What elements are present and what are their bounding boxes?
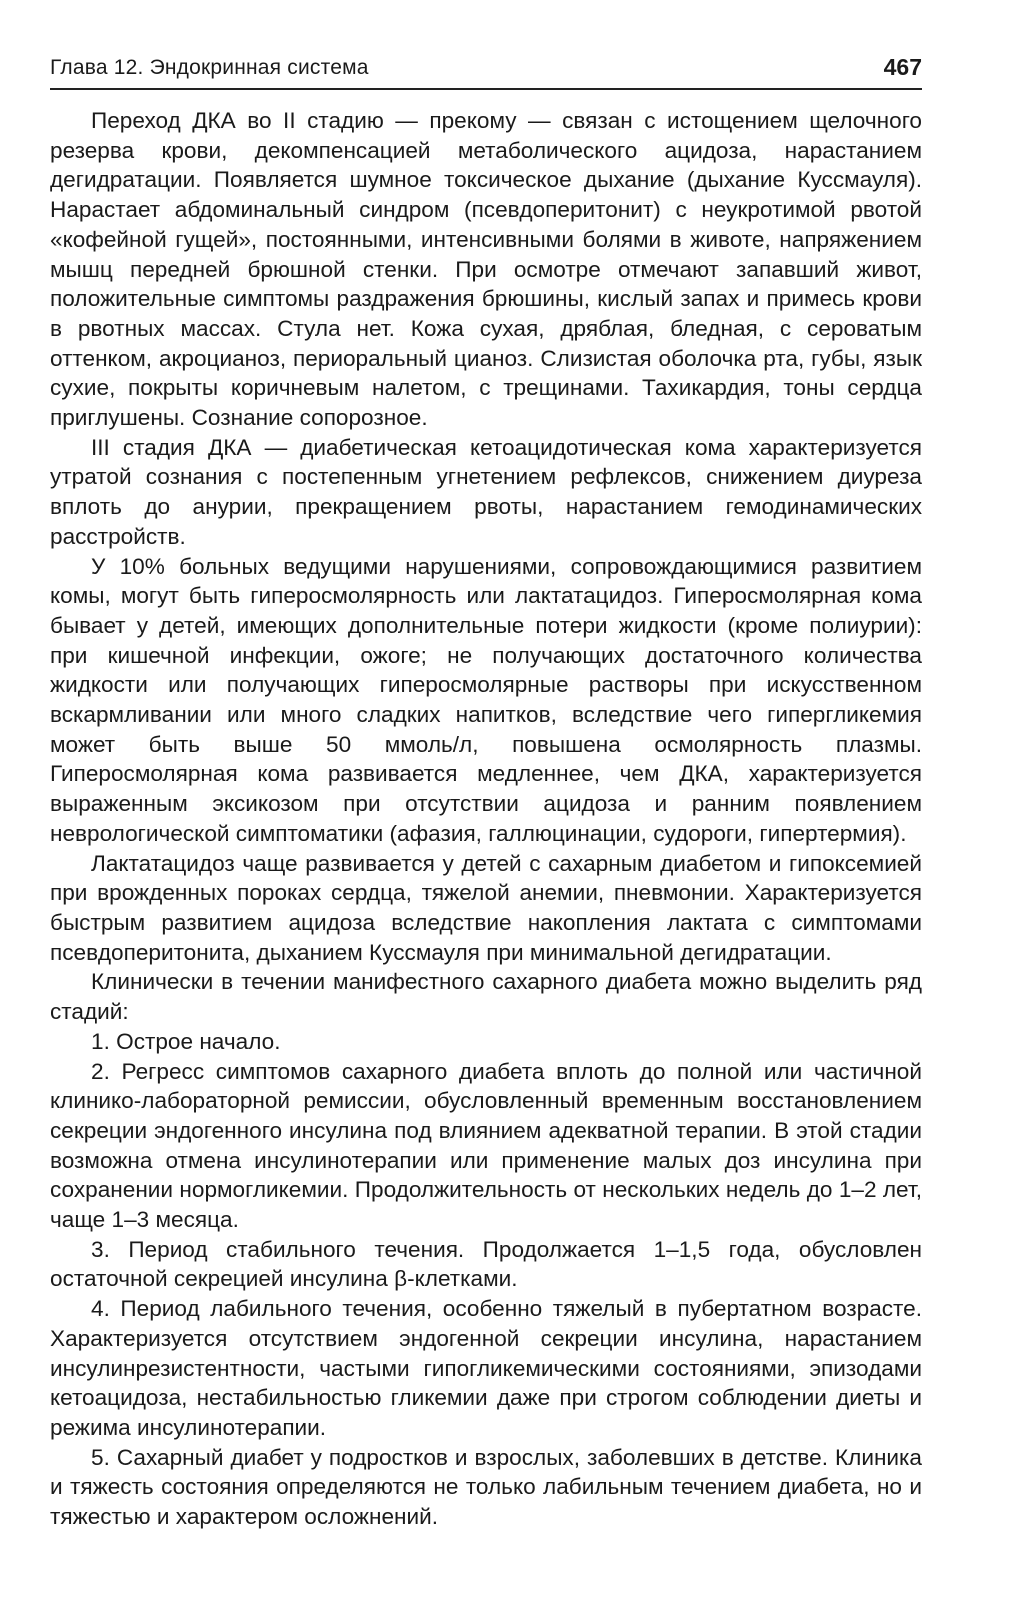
chapter-title: Глава 12. Эндокринная система: [50, 56, 369, 79]
list-item-stage-2: 2. Регресс симптомов сахарного диабета вплоть до полной или частичной клинико-лабораторной ремиссии, обусловленный временным восстановлением секреции эндогенного инсулина под влиянием адекватной терапии. В этой стадии возможна отмена инсулинотерапии или применение малых доз инсулина при сохранении нормогликемии. Продолжительность от нескольких недель до 1–2 лет, чаще 1–3 месяца.: [50, 1058, 922, 1233]
page-number: 467: [883, 54, 922, 80]
running-header: [50, 52, 922, 90]
paragraph-lactic-acidosis: Лактатацидоз чаще развивается у детей с сахарным диабетом и гипоксемией при врожденных пороках сердца, тяжелой анемии, пневмонии. Характеризуется быстрым развитием ацидоза вследствие накопления лактата с симптомами псевдоперитонита, дыханием Куссмауля при минимальной дегидратации.: [50, 850, 922, 965]
paragraph-stages-intro: Клинически в течении манифестного сахарного диабета можно выделить ряд стадий:: [50, 969, 922, 1025]
list-item-stage-5: 5. Сахарный диабет у подростков и взрослых, заболевших в детстве. Клиника и тяжесть состояния определяются не только лабильным течением диабета, но и тяжестью и характером осложнений.: [50, 1444, 922, 1530]
list-item-stage-3: 3. Период стабильного течения. Продолжается 1–1,5 года, обусловлен остаточной секрецией инсулина β-клетками.: [50, 1236, 922, 1292]
list-item-stage-4: 4. Период лабильного течения, особенно тяжелый в пубертатном возрасте. Характеризуется отсутствием эндогенной секреции инсулина, нарастанием инсулинрезистентности, частыми гипогликемическими состояниями, эпизодами кетоацидоза, нестабильностью гликемии даже при строгом соблюдении диеты и режима инсулинотерапии.: [50, 1296, 922, 1440]
paragraph-stage-3-coma: III стадия ДКА — диабетическая кетоацидотическая кома характеризуется утратой сознания с постепенным угнетением рефлексов, снижением диуреза вплоть до анурии, прекращением рвоты, нарастанием гемодинамических расстройств.: [50, 434, 922, 549]
paragraph-stage-2-precoma: Переход ДКА во II стадию — прекому — связан с истощением щелочного резерва крови, декомпенсацией метаболического ацидоза, нарастанием дегидратации. Появляется шумное токсическое дыхание (дыхание Куссмауля). Нарастает абдоминальный синдром (псевдоперитонит) с неукротимой рвотой «кофейной гущей», постоянными, интенсивными болями в животе, напряжением мышц передней брюшной стенки. При осмотре отмечают запавший живот, положительные симптомы раздражения брюшины, кислый запах и примесь крови в рвотных массах. Стула нет. Кожа сухая, дряблая, бледная, с сероватым оттенком, акроцианоз, периоральный цианоз. Слизистая оболочка рта, губы, язык сухие, покрыты коричневым налетом, с трещинами. Тахикардия, тоны сердца приглушены. Сознание сопорозное.: [50, 108, 922, 431]
paragraph-hyperosmolar: У 10% больных ведущими нарушениями, сопровождающимися развитием комы, могут быть гиперосмолярность или лактатацидоз. Гиперосмолярная кома бывает у детей, имеющих дополнительные потери жидкости (кроме полиурии): при кишечной инфекции, ожоге; не получающих достаточного количества жидкости или получающих гиперосмолярные растворы при искусственном вскармливании или много сладких напитков, вследствие чего гипергликемия может быть выше 50 ммоль/л, повышена осмолярность плазмы. Гиперосмолярная кома развивается медленнее, чем ДКА, характеризуется выраженным эксикозом при отсутствии ацидоза и ранним появлением неврологической симптоматики (афазия, галлюцинации, судороги, гипертермия).: [50, 553, 922, 846]
body-text: [50, 106, 922, 1532]
list-item-stage-1: 1. Острое начало.: [91, 1028, 281, 1054]
